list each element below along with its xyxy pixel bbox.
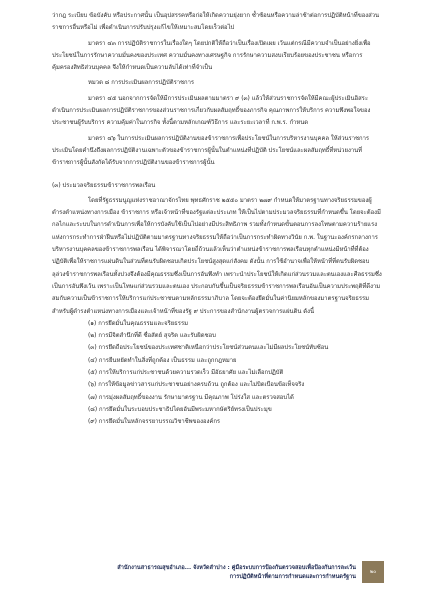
list-item: (๓) การยึดถือประโยชน์ของประเทศชาติเหนือกว่าประโยชน์ส่วนตนและไม่มีผลประโยชน์ทับซ้อน bbox=[88, 345, 329, 352]
section-heading: (๓) ประมวลจริยธรรมข้าราชการพลเรือน bbox=[52, 182, 156, 189]
list-item: (๘) การยึดมั่นในระบอบประชาธิปไตยอันมีพระมหากษัตริย์ทรงเป็นประมุข bbox=[88, 406, 272, 413]
list-item: (๕) การให้บริการแก่ประชาชนด้วยความรวดเร็ว มีอัธยาศัย และไม่เลือกปฏิบัติ bbox=[88, 370, 284, 377]
footer-text bbox=[52, 561, 362, 582]
paragraph-continuation: ว่ากฎ ระเบียบ ข้อบังคับ หรือประกาศนั้น เป็นอุปสรรคหรือก่อให้เกิดความยุ่งยาก ซ้ำซ้อนหรือความล่าช้าต่อการปฏิบัติหน้าที่ของส่วนราชการอื่นหรือไม่ เพื่อดำเนินการปรับปรุงแก้ไขให้เหมาะสมโดยเร็วต่อไป bbox=[52, 13, 380, 32]
page-footer bbox=[52, 561, 384, 585]
ethics-values-list bbox=[52, 318, 382, 429]
paragraph-ethics-code: โดยที่รัฐธรรมนูญแห่งราชอาณาจักรไทย พุทธศักราช ๒๕๕๐ มาตรา ๒๗๙ กำหนดให้มาตรฐานทางจริยธรรมของผู้ดำรงตำแหน่งทางการเมือง ข้าราชการ หรือเจ้าหน้าที่ของรัฐแต่ละประเภท ให้เป็นไปตามประมวลจริยธรรมที่กำหนดขึ้น โดยจะต้องมีกลไกและระบบในการดำเนินการเพื่อให้การบังคับใช้เป็นไปอย่างมีประสิทธิภาพ รวมทั้งกำหนดขั้นตอนการลงโทษตามความร้ายแรง แห่งการกระทำการฝ่าฝืนหรือไม่ปฏิบัติตามมาตรฐานทางจริยธรรมให้ถือว่าเป็นการกระทำผิดทางวินัย ก.พ. ในฐานะองค์กรกลางการบริหารงานบุคคลของข้าราชการพลเรือน ได้พิจารณาโดยถี่ถ้วนแล้วเห็นว่าตำแหน่งข้าราชการพลเรือนทุกตำแหน่งมีหน้าที่ที่ต้องปฏิบัติเพื่อให้ราชการแผ่นดินในส่วนที่ตนรับผิดชอบเกิดประโยชน์สูงสุดแก่สังคม ดังนั้น การใช้อำนาจเพื่อให้หน้าที่ที่ตนรับผิดชอบลุล่วงข้าราชการพลเรือนทั้งปวงจึงต้องมีคุณธรรมซึ่งเป็นการอันพึงทำ เพราะนำประโยชน์ให้เกิดแก่ส่วนรวมและตนเองและศีลธรรมซึ่งเป็นการอันพึงเว้น เพราะเป็นโทษแก่ส่วนรวมและตนเอง ประกอบกันขึ้นเป็นจริยธรรมข้าราชการพลเรือนอันเป็นความประพฤติที่ดีงามสมกับความเป็นข้าราชการให้บริการแก่ประชาชนตามหลักธรรมาภิบาล โดยจะต้องยึดมั่นในค่านิยมหลักของมาตรฐานจริยธรรมสำหรับผู้ดำรงตำแหน่งทางการเมืองและเจ้าหน้าที่ของรัฐ ๙ ประการของสำนักงานผู้ตรวจการแผ่นดิน ดังนี้ bbox=[52, 197, 382, 315]
list-item: (๙) การยึดมั่นในหลักจรรยาบรรณวิชาชีพขององค์กร bbox=[88, 419, 221, 426]
list-item: (๗) การมุ่งผลสัมฤทธิ์ของงาน รักษามาตรฐาน มีคุณภาพ โปร่งใส และตรวจสอบได้ bbox=[88, 394, 294, 401]
list-item: (๖) การให้ข้อมูลข่าวสารแก่ประชาชนอย่างครบถ้วน ถูกต้อง และไม่บิดเบือนข้อเท็จจริง bbox=[88, 382, 305, 389]
list-item: (๔) การยืนหยัดทำในสิ่งที่ถูกต้อง เป็นธรรม และถูกกฎหมาย bbox=[88, 357, 237, 364]
footer-line-1: สำนักงานสาธารณสุขอำเภอ... จังหวัดลำปาง : คู่มือระบบการป้องกันตรวจสอบเพื่อป้องกันการละเว้น bbox=[117, 565, 356, 571]
paragraph-section-46: มาตรา ๔๖ ในการประเมินผลการปฏิบัติงานของข้าราชการเพื่อประโยชน์ในการบริหารงานบุคคล ให้ส่วนราชการประเมินโดยคำนึงถึงผลการปฏิบัติงานเฉพาะตัวของข้าราชการผู้นั้นในตำแหน่งที่ปฏิบัติ ประโยชน์และผลสัมฤทธิ์ที่หน่วยงานที่ข้าราชการผู้นั้นสังกัดได้รับจากการปฏิบัติงานของข้าราชการผู้นั้น bbox=[52, 135, 370, 167]
list-item: (๒) การมีจิตสำนึกที่ดี ซื่อสัตย์ สุจริต และรับผิดชอบ bbox=[88, 333, 216, 340]
footer-line-2: การปฏิบัติหน้าที่ตามการกำหนดและการกำหนดรัฐาน bbox=[229, 574, 356, 580]
paragraph-section-45: มาตรา ๔๕ นอกจากการจัดให้มีการประเมินผลตามมาตรา ๙ (๓) แล้วให้ส่วนราชการจัดให้มีคณะผู้ประเมินอิสระดำเนินการประเมินผลการปฏิบัติราชการของส่วนราชการเกี่ยวกับผลสัมฤทธิ์ของภารกิจ คุณภาพการให้บริการ ความพึงพอใจของประชาชนผู้รับบริการ ความคุ้มค่าในภารกิจ ทั้งนี้ตามหลักเกณฑ์วิธีการ และระยะเวลาที่ ก.พ.ร. กำหนด bbox=[52, 95, 371, 127]
paragraph-section-43: มาตรา ๔๓ การปฏิบัติราชการในเรื่องใดๆ โดยปกติให้ถือว่าเป็นเรื่องเปิดเผย เว้นแต่กรณีมีความจำเป็นอย่างยิ่งเพื่อประโยชน์ในการรักษาความมั่นคงของประเทศ ความมั่นคงทางเศรษฐกิจ การรักษาความสงบเรียบร้อยของประชาชน หรือการคุ้มครองสิทธิส่วนบุคคล จึงให้กำหนดเป็นความลับได้เท่าที่จำเป็น bbox=[52, 40, 371, 72]
chapter-heading: หมวด ๘ การประเมินผลการปฏิบัติราชการ bbox=[88, 80, 195, 87]
list-item: (๑) การยึดมั่นในคุณธรรมและจริยธรรม bbox=[88, 320, 188, 327]
page-number-badge: ๒๐ bbox=[362, 561, 384, 583]
document-body bbox=[52, 10, 382, 429]
